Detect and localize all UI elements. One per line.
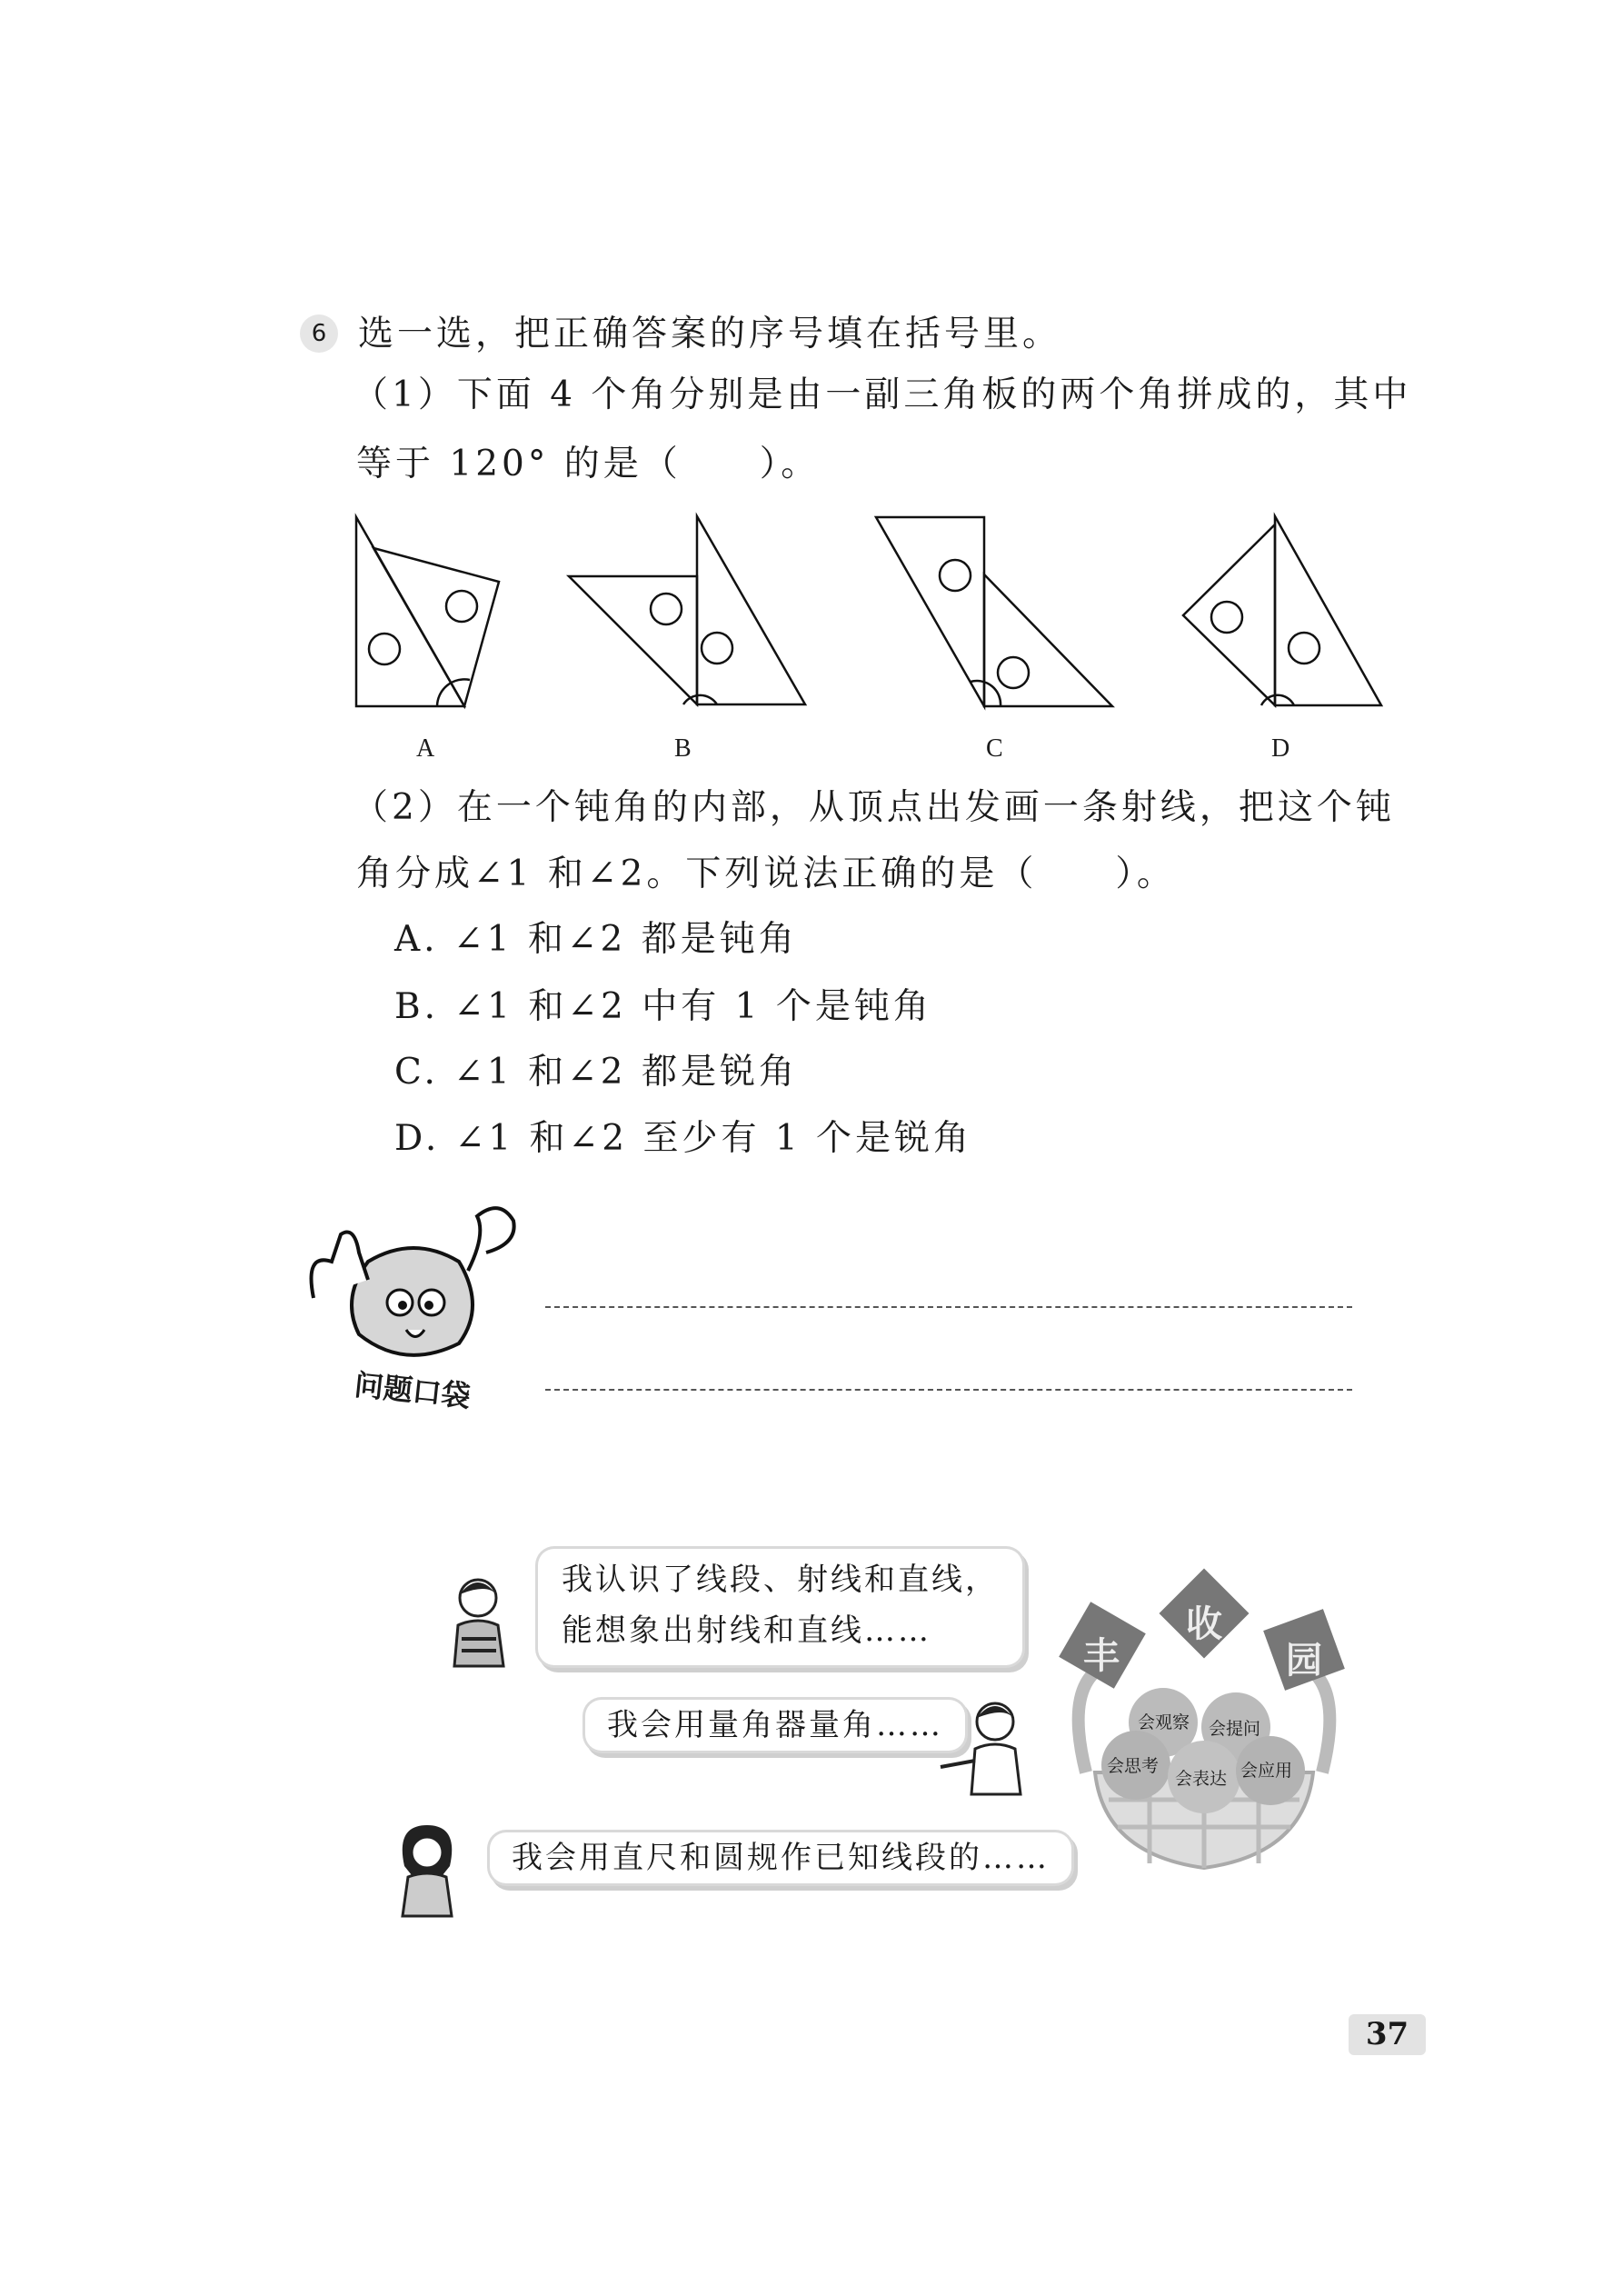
basket-title-shou: 收 [1186,1603,1222,1645]
basket-title-yuan: 园 [1286,1640,1322,1682]
question-number-badge: 6 [300,314,338,353]
apple-apply: 会应用 [1240,1761,1293,1781]
boy2-avatar-icon [931,1692,1041,1797]
part1-line2: 等于 120° 的是（ ）。 [356,444,821,484]
bubble1-line2: 能想象出射线和直线…… [562,1612,931,1649]
question-title: 选一选，把正确答案的序号填在括号里。 [358,314,1062,354]
option-c: C. ∠1 和∠2 都是锐角 [394,1052,799,1093]
triangle-figures [0,0,1623,818]
part1-line1: （1）下面 4 个角分别是由一副三角板的两个角拼成的，其中 [353,374,1412,415]
speech-bubble-2: 我会用量角器量角…… [585,1700,965,1751]
basket-title-feng: 丰 [1083,1635,1120,1677]
part2-line2: 角分成∠1 和∠2。下列说法正确的是（ ）。 [356,854,1176,894]
part2-line1: （2）在一个钝角的内部，从顶点出发画一条射线，把这个钝 [353,787,1395,828]
figure-label-c: C [986,734,1003,763]
bubble1-line1: 我认识了线段、射线和直线， [562,1562,999,1598]
harvest-basket [1045,1563,1363,1891]
answer-line-1[interactable] [545,1306,1352,1308]
figure-b [569,516,805,704]
apple-think: 会思考 [1107,1756,1160,1776]
pocket-label: 问题口袋 [353,1367,473,1414]
pocket-mascot-icon [304,1198,532,1380]
figure-c [876,517,1112,706]
figure-d [1183,516,1381,705]
option-b: B. ∠1 和∠2 中有 1 个是钝角 [394,986,932,1027]
speech-bubble-1 [538,1549,1022,1665]
apple-observe: 会观察 [1138,1712,1190,1732]
option-a: A. ∠1 和∠2 都是钝角 [394,919,798,960]
girl-avatar-icon [386,1821,468,1921]
option-d: D. ∠1 和∠2 至少有 1 个是锐角 [394,1118,973,1159]
boy-avatar-icon [443,1571,516,1671]
figure-a [356,517,499,706]
figure-label-d: D [1271,734,1290,763]
apple-express: 会表达 [1175,1769,1228,1789]
apple-ask: 会提问 [1209,1719,1261,1739]
page-number: 37 [1349,2014,1426,2055]
answer-line-2[interactable] [545,1389,1352,1391]
figure-label-a: A [416,734,435,763]
figure-label-b: B [674,734,692,763]
speech-bubble-3: 我会用直尺和圆规作已知线段的…… [490,1832,1071,1883]
